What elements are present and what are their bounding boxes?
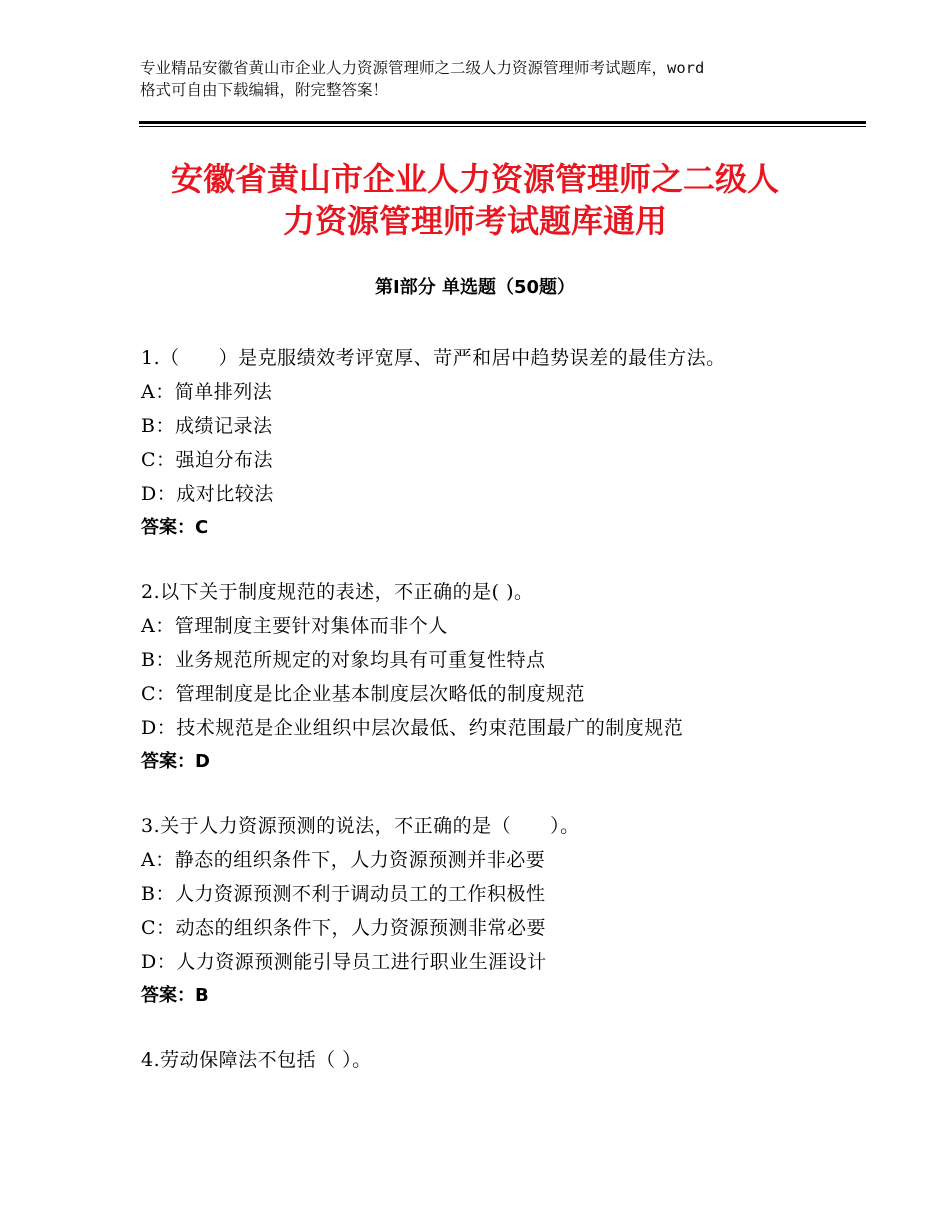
section-heading: 第Ⅰ部分 单选题（50题） bbox=[374, 277, 575, 298]
header-rule-thick bbox=[139, 121, 866, 124]
option-d: D：人力资源预测能引导员工进行职业生涯设计 bbox=[141, 951, 547, 973]
question-stem: 3.关于人力资源预测的说法，不正确的是（ ）。 bbox=[141, 815, 580, 837]
question-3 bbox=[141, 811, 841, 1015]
question-1 bbox=[141, 343, 841, 547]
option-b: B：人力资源预测不利于调动员工的工作积极性 bbox=[141, 883, 546, 905]
option-c: C：动态的组织条件下，人力资源预测非常必要 bbox=[141, 917, 547, 939]
answer: 答案：B bbox=[141, 985, 209, 1006]
question-stem: 1.（ ）是克服绩效考评宽厚、苛严和居中趋势误差的最佳方法。 bbox=[141, 347, 726, 369]
question-2 bbox=[141, 577, 841, 781]
option-c: C：强迫分布法 bbox=[141, 449, 274, 471]
document-title bbox=[80, 158, 870, 242]
header-note-line-2: 格式可自由下载编辑，附完整答案！ bbox=[140, 81, 389, 99]
answer: 答案：D bbox=[141, 751, 210, 772]
question-list bbox=[141, 343, 841, 1109]
option-a: A：管理制度主要针对集体而非个人 bbox=[141, 615, 448, 637]
question-stem: 2.以下关于制度规范的表述，不正确的是( )。 bbox=[141, 581, 534, 603]
option-d: D：成对比较法 bbox=[141, 483, 274, 505]
header-rule-thin bbox=[139, 126, 866, 127]
option-d: D：技术规范是企业组织中层次最低、约束范围最广的制度规范 bbox=[141, 717, 684, 739]
option-b: B：业务规范所规定的对象均具有可重复性特点 bbox=[141, 649, 546, 671]
document-title-line-2: 力资源管理师考试题库通用 bbox=[282, 202, 667, 240]
option-b: B：成绩记录法 bbox=[141, 415, 273, 437]
header-note-line-1: 专业精品安徽省黄山市企业人力资源管理师之二级人力资源管理师考试题库，word bbox=[140, 59, 705, 77]
option-a: A：简单排列法 bbox=[141, 381, 273, 403]
option-a: A：静态的组织条件下，人力资源预测并非必要 bbox=[141, 849, 546, 871]
question-stem: 4.劳动保障法不包括（ ）。 bbox=[141, 1049, 372, 1071]
document-title-line-1: 安徽省黄山市企业人力资源管理师之二级人 bbox=[170, 160, 779, 198]
answer: 答案：C bbox=[141, 517, 209, 538]
question-4 bbox=[141, 1045, 841, 1079]
header-note bbox=[140, 57, 830, 101]
option-c: C：管理制度是比企业基本制度层次略低的制度规范 bbox=[141, 683, 586, 705]
